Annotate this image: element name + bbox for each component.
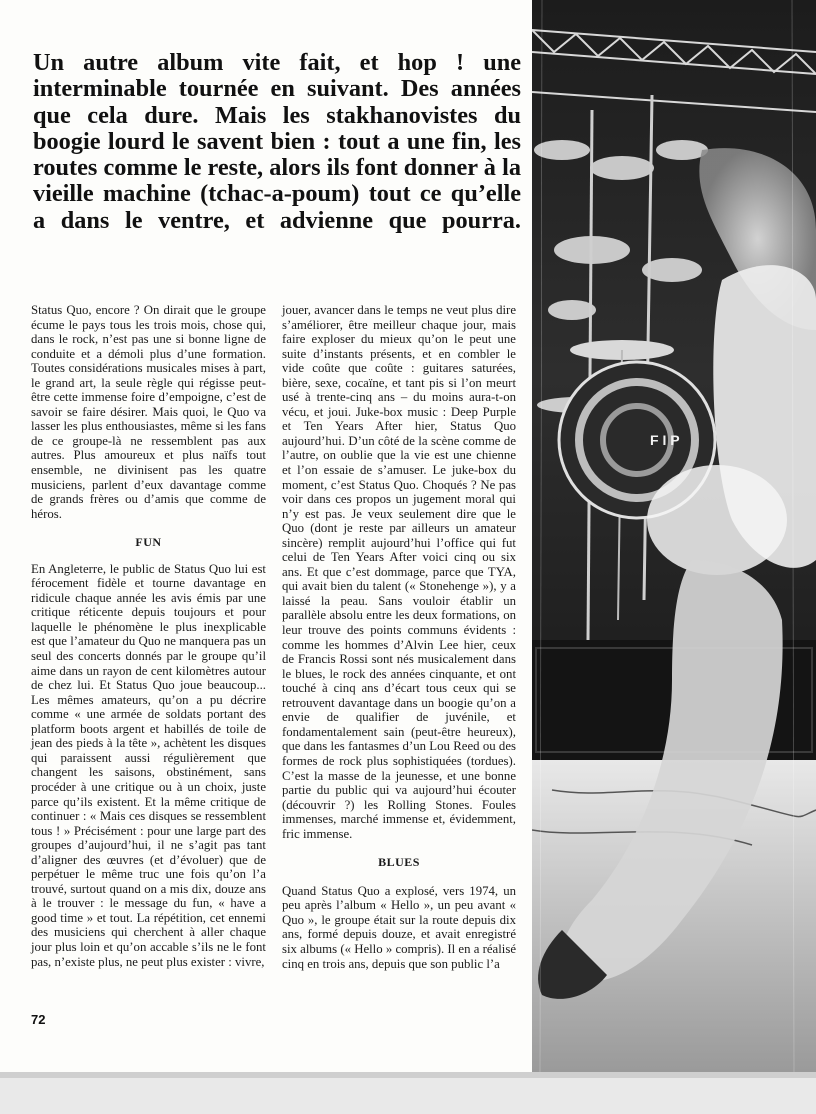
- paragraph-fun: En Angleterre, le public de Status Quo lui est férocement fidèle et tourne davantage en ridicule chaque année les avis émis par une critique réticente depuis toujours et pour laquelle le phénomène le plus inexplicable est que l’amateur du Quo ne manquera pas un seul des concerts donnés par le groupe qu’il aime dans un rayon de cent kilomètres autour de chez lui. Et Status Quo joue beaucoup... Les mêmes amateurs, qu’on a pu décrire comme « une armée de soldats portant des platform boots argent et habillés de toile de jean des pieds à la tête », achètent les disques qui paraissent aussi régulièrement que changent les saisons, obstinément, sans procéder à une critique ou à un choix, juste parce qu’ils existent. Et la même critique de continuer : « Mais ces disques se ressemblent tous ! » Précisément : pour une large part des groupes d’aujourd’hui, il ne s’agit pas tant d’aligner des œuvres (et d’évoluer) que de perpétuer le même truc une fois qu’on l’a trouvé, surtout quand on a mis dix, douze ans à le trouver : le message du fun, « have a good time » et tout. La répétition, cet ennemi des musiciens qui cherchent à aller chaque jour plus loin et qu’on accable s’ils ne le font pas, n’existe plus, ne peut plus exister : vivre,: [31, 561, 266, 969]
- subhead-fun: FUN: [135, 535, 162, 550]
- article-headline: Un autre album vite fait, et hop ! une interminable tournée en suivant. Des années que cela dure. Mais les stakhanovistes du boogie lourd le savent bien : tout a une fin, les routes comme le reste, alors ils font donner à la vieille machine (tchac-a-poum) tout ce qu’elle a dans le ventre, et advienne que pourra.: [33, 49, 521, 234]
- article-column-middle: [282, 303, 516, 971]
- guitar-body: [647, 465, 787, 575]
- scan-edge-shadow: [0, 1072, 816, 1078]
- page-number: 72: [31, 1012, 46, 1027]
- drum-logo-text: F I P: [650, 432, 680, 448]
- paragraph-blues: Quand Status Quo a explosé, vers 1974, un peu après l’album « Hello », un peu avant « Quo », le groupe était sur la route depuis dix ans, formé depuis douze, et avait enregistré six albums (« Hello » compris). Il en a réalisé cinq en trois ans, depuis que son public l’a: [282, 883, 516, 971]
- paragraph-juke-box: jouer, avancer dans le temps ne veut plus dire s’améliorer, être meilleur chaque jour, mais faire exploser du mieux qu’on le peut une suite d’instants présents, et en combler le vide coûte que coûte : guitares saturées, bière, sexe, cocaïne, et tant pis si l’on meurt usé à trente-cinq ans – du moins aura-t-on vécu, et joui. Juke-box music : Deep Purple et Ten Years After hier, Status Quo aujourd’hui. D’un côté de la scène comme de l’autre, on oublie que la vie est une chienne et l’on essaie de s’amuser. Le juke-box du moment, c’est Status Quo. Choqués ? Ne pas voir dans ces propos un jugement moral qui n’y est pas. Je veux seulement dire que le Quo (dont je reste par ailleurs un amateur sincère) remplit aujourd’hui l’office qui fut celui de Ten Years After voici cinq ou six ans. Et que c’est dommage, parce que TYA, qui avait bien du talent (« Stonehenge »), y a laissé la peau. Sans vouloir établir un parallèle absolu entre les deux formations, on leur trouve des points communs évidents : comme les hommes d’Alvin Lee hier, ceux de Francis Rossi sont nés musicalement dans le blues, le rock des années cinquante, et ont touché à cinq ans d’écart tous ceux qui se retrouvent davantage dans un boogie qu’on a envie de qualifier de juvénile, et fondamentalement sain (peut-être heureux), que dans les fantasmes d’un Lou Reed ou des formes de rock plus sophistiquées (tordues). C’est la masse de la jeunesse, et une bonne partie du public qui va aujourd’hui écouter (découvrir ?) les Rolling Stones. Foules immenses, marché immense et, évidemment, fric immense.: [282, 303, 516, 841]
- paragraph-intro: Status Quo, encore ? On dirait que le groupe écume le pays tous les trois mois, chose qui, dans le rock, n’est pas une si bonne ligne de conduite et a démoli plus d’une formation. Toutes considérations musicales mises à part, le grand art, la seule règle qui régisse peut-être cette immense foire d’empoigne, c’est de savoir se faire désirer. Mais quoi, le Quo va lasser les plus enthousiastes, même si les fans de ce groupe-là ne ressemblent pas aux autres. Plus amoureux et plus naïfs tout ensemble, ne divinisent pas les quatre musiciens, parlent d’eux davantage comme de grands frères ou d’amis que comme de héros.: [31, 303, 266, 521]
- subhead-blues: BLUES: [378, 855, 420, 870]
- article-column-left: [31, 303, 266, 969]
- concert-photo: [532, 0, 816, 1072]
- scan-bottom-margin: [0, 1072, 816, 1114]
